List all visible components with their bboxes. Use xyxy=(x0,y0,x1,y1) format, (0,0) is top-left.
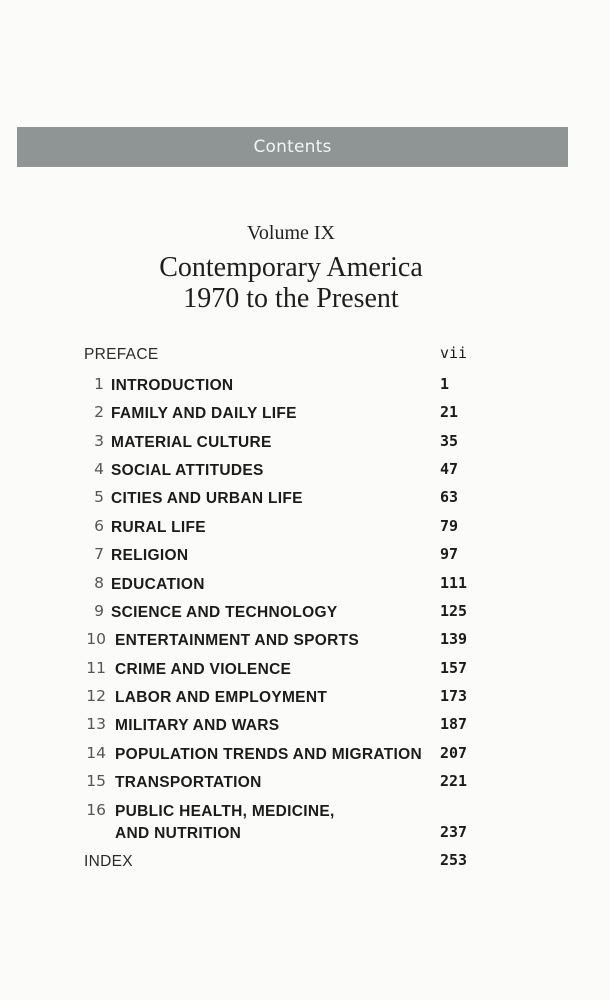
volume-title-line-2: 1970 to the Present xyxy=(183,283,399,314)
toc-entry-label: FAMILY AND DAILY LIFE xyxy=(111,405,297,422)
toc-entry-label: SOCIAL ATTITUDES xyxy=(111,462,264,479)
toc-entry-chapter-1[interactable] xyxy=(84,375,484,403)
toc-entry-number: 9 xyxy=(94,602,104,620)
toc-entry-chapter-15[interactable] xyxy=(84,772,484,800)
toc-entry-label: ENTERTAINMENT AND SPORTS xyxy=(115,632,360,649)
toc-entry-label: RELIGION xyxy=(111,547,189,564)
toc-entry-number: 11 xyxy=(86,659,106,677)
toc-entry-chapter-7[interactable] xyxy=(84,545,484,573)
toc-entry-label: POPULATION TRENDS AND MIGRATION xyxy=(115,746,422,763)
toc-entry-label: CRIME AND VIOLENCE xyxy=(115,661,292,678)
toc-entry-index[interactable] xyxy=(84,851,484,879)
toc-entry-chapter-9[interactable] xyxy=(84,602,484,630)
toc-entry-label: INTRODUCTION xyxy=(111,377,234,394)
toc-entry-label: EDUCATION xyxy=(111,576,205,593)
toc-entry-number: 10 xyxy=(86,630,106,648)
volume-title xyxy=(0,252,582,314)
toc-entry-page: 1 xyxy=(440,375,450,393)
contents-banner xyxy=(17,127,568,167)
toc-entry-number: 3 xyxy=(94,432,104,450)
toc-entry-page: 79 xyxy=(440,517,459,535)
toc-entry-label: LABOR AND EMPLOYMENT xyxy=(115,689,328,706)
toc-entry-label: CITIES AND URBAN LIFE xyxy=(111,490,303,507)
toc-entry-page: 125 xyxy=(440,602,468,620)
toc-entry-page: vii xyxy=(440,344,468,362)
toc-entry-label: RURAL LIFE xyxy=(111,519,206,536)
toc-entry-number: 8 xyxy=(94,574,104,592)
toc-entry-chapter-8[interactable] xyxy=(84,574,484,602)
volume-label: Volume IX xyxy=(247,222,335,244)
toc-entry-page: 253 xyxy=(440,851,468,869)
toc-entry-number: 6 xyxy=(94,517,104,535)
toc-entry-page: 35 xyxy=(440,432,459,450)
toc-entry-number: 14 xyxy=(86,744,106,762)
toc-entry-label: SCIENCE AND TECHNOLOGY xyxy=(111,604,338,621)
toc-entry-label: TRANSPORTATION xyxy=(115,774,262,791)
toc-entry-page: 207 xyxy=(440,744,468,762)
contents-heading: Contents xyxy=(253,137,332,157)
toc-entry-chapter-16[interactable] xyxy=(84,801,484,853)
toc-entry-page: 187 xyxy=(440,715,468,733)
toc-entry-number: 7 xyxy=(94,545,104,563)
toc-entry-number: 4 xyxy=(94,460,104,478)
toc-entry-page: 139 xyxy=(440,630,468,648)
toc-entry-preface[interactable] xyxy=(84,344,484,372)
toc-entry-number: 2 xyxy=(94,403,104,421)
toc-entry-chapter-6[interactable] xyxy=(84,517,484,545)
toc-entry-number: 16 xyxy=(86,801,106,819)
toc-entry-chapter-10[interactable] xyxy=(84,630,484,658)
toc-entry-number: 12 xyxy=(86,687,106,705)
toc-entry-label: MILITARY AND WARS xyxy=(115,717,280,734)
toc-entry-page: 97 xyxy=(440,545,459,563)
toc-entry-chapter-4[interactable] xyxy=(84,460,484,488)
toc-entry-page: 173 xyxy=(440,687,468,705)
toc-entry-page: 21 xyxy=(440,403,459,421)
toc-entry-label-line-1: PUBLIC HEALTH, MEDICINE, xyxy=(115,803,335,820)
toc-entry-number: 5 xyxy=(94,488,104,506)
toc-entry-page: 111 xyxy=(440,574,468,592)
toc-entry-page: 237 xyxy=(440,823,468,841)
toc-entry-page: 47 xyxy=(440,460,459,478)
toc-entry-chapter-13[interactable] xyxy=(84,715,484,743)
toc-entry-chapter-12[interactable] xyxy=(84,687,484,715)
toc-entry-chapter-2[interactable] xyxy=(84,403,484,431)
toc-entry-label: INDEX xyxy=(84,853,133,870)
toc-entry-chapter-11[interactable] xyxy=(84,659,484,687)
volume-title-line-1: Contemporary America xyxy=(159,252,423,283)
toc-entry-page: 157 xyxy=(440,659,468,677)
toc-entry-label-line-2: AND NUTRITION xyxy=(115,825,242,842)
toc-entry-number: 1 xyxy=(94,375,104,393)
toc-entry-chapter-3[interactable] xyxy=(84,432,484,460)
toc-entry-label: MATERIAL CULTURE xyxy=(111,434,272,451)
toc-entry-page: 221 xyxy=(440,772,468,790)
toc-entry-page: 63 xyxy=(440,488,459,506)
toc-entry-number: 15 xyxy=(86,772,106,790)
toc-entry-number: 13 xyxy=(86,715,106,733)
toc-entry-chapter-14[interactable] xyxy=(84,744,484,772)
toc-entry-chapter-5[interactable] xyxy=(84,488,484,516)
toc-entry-label: PREFACE xyxy=(84,346,159,363)
